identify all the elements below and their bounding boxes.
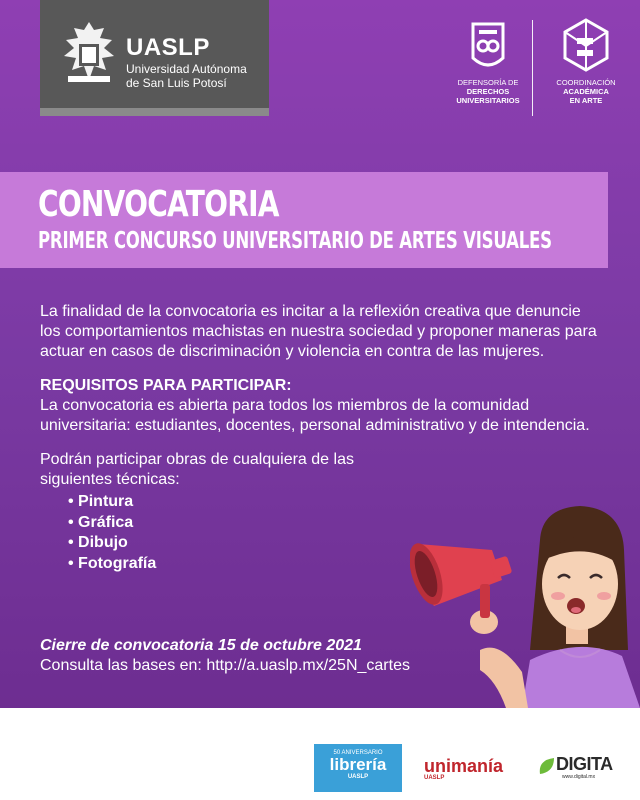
requirements-paragraph: La convocatoria es abierta para todos los miembros de la comunidad universitaria: estudiantes, docentes, personal administrativo y de intendencia.: [40, 397, 590, 434]
caa-line2: ACADÉMICA: [563, 87, 609, 96]
ddu-logo: [440, 18, 536, 105]
uaslp-acronym: UASLP: [126, 34, 210, 61]
unimania-name: unimanía: [424, 756, 504, 776]
partner-logos: [440, 18, 630, 118]
banner-title: CONVOCATORIA: [38, 184, 279, 225]
logos-divider: [532, 20, 533, 116]
footer-sponsors: [0, 708, 640, 800]
ddu-line2: DERECHOS: [466, 87, 510, 96]
banner-subtitle: PRIMER CONCURSO UNIVERSITARIO DE ARTES VISUALES: [38, 228, 552, 254]
digita-leaf-icon: [538, 756, 556, 776]
digita-logo: [538, 752, 620, 784]
unimania-logo: [424, 756, 503, 781]
ddu-line1: DEFENSORÍA DE: [457, 78, 519, 87]
uaslp-name-line1: Universidad Autónoma: [126, 62, 247, 76]
technique-item: • Gráfica: [68, 513, 134, 531]
megaphone-icon: [410, 539, 512, 618]
caa-cube-icon: [563, 18, 609, 74]
requirements-heading: REQUISITOS PARA PARTICIPAR:: [40, 377, 292, 394]
technique-item: • Pintura: [68, 493, 134, 510]
uaslp-crest-icon: [60, 20, 118, 86]
bases-link[interactable]: Consulta las bases en: http://a.uaslp.mx/25N_cartes: [40, 657, 410, 674]
woman-megaphone-illustration: [410, 500, 640, 708]
libreria-name: librería: [329, 755, 387, 774]
uaslp-full-name: [126, 62, 247, 90]
deadline-text: Cierre de convocatoria 15 de octubre 2021: [40, 637, 362, 654]
ddu-shield-icon: [469, 18, 507, 74]
closing-block: [40, 636, 410, 676]
technique-item: • Dibujo: [68, 534, 128, 551]
caa-line1: COORDINACIÓN: [556, 78, 616, 87]
libreria-logo: [314, 744, 402, 792]
technique-item: • Fotografía: [68, 554, 157, 572]
title-banner: [0, 172, 608, 268]
ddu-line3: UNIVERSITARIOS: [456, 96, 520, 105]
caa-line3: EN ARTE: [569, 96, 603, 105]
intro-paragraph: La finalidad de la convocatoria es incitar a la reflexión creativa que denuncie los comportamientos machistas en nuestra sociedad y proponer maneras para actuar en casos de discriminación y violencia en contra de las mujeres.: [40, 303, 597, 360]
header-underline: [40, 108, 269, 116]
libreria-uaslp: UASLP: [347, 774, 369, 780]
uaslp-name-line2: de San Luis Potosí: [126, 76, 227, 90]
caa-logo: [538, 18, 634, 105]
libreria-anniversary: 50 ANIVERSARIO: [333, 750, 383, 756]
uaslp-logo-block: [40, 0, 269, 108]
techniques-intro: Podrán participar obras de cualquiera de las siguientes técnicas:: [40, 451, 354, 488]
digita-name: DIGITA: [556, 754, 613, 774]
unimania-uaslp: UASLP: [424, 775, 445, 781]
digita-url: www.digital.mx: [562, 774, 596, 780]
